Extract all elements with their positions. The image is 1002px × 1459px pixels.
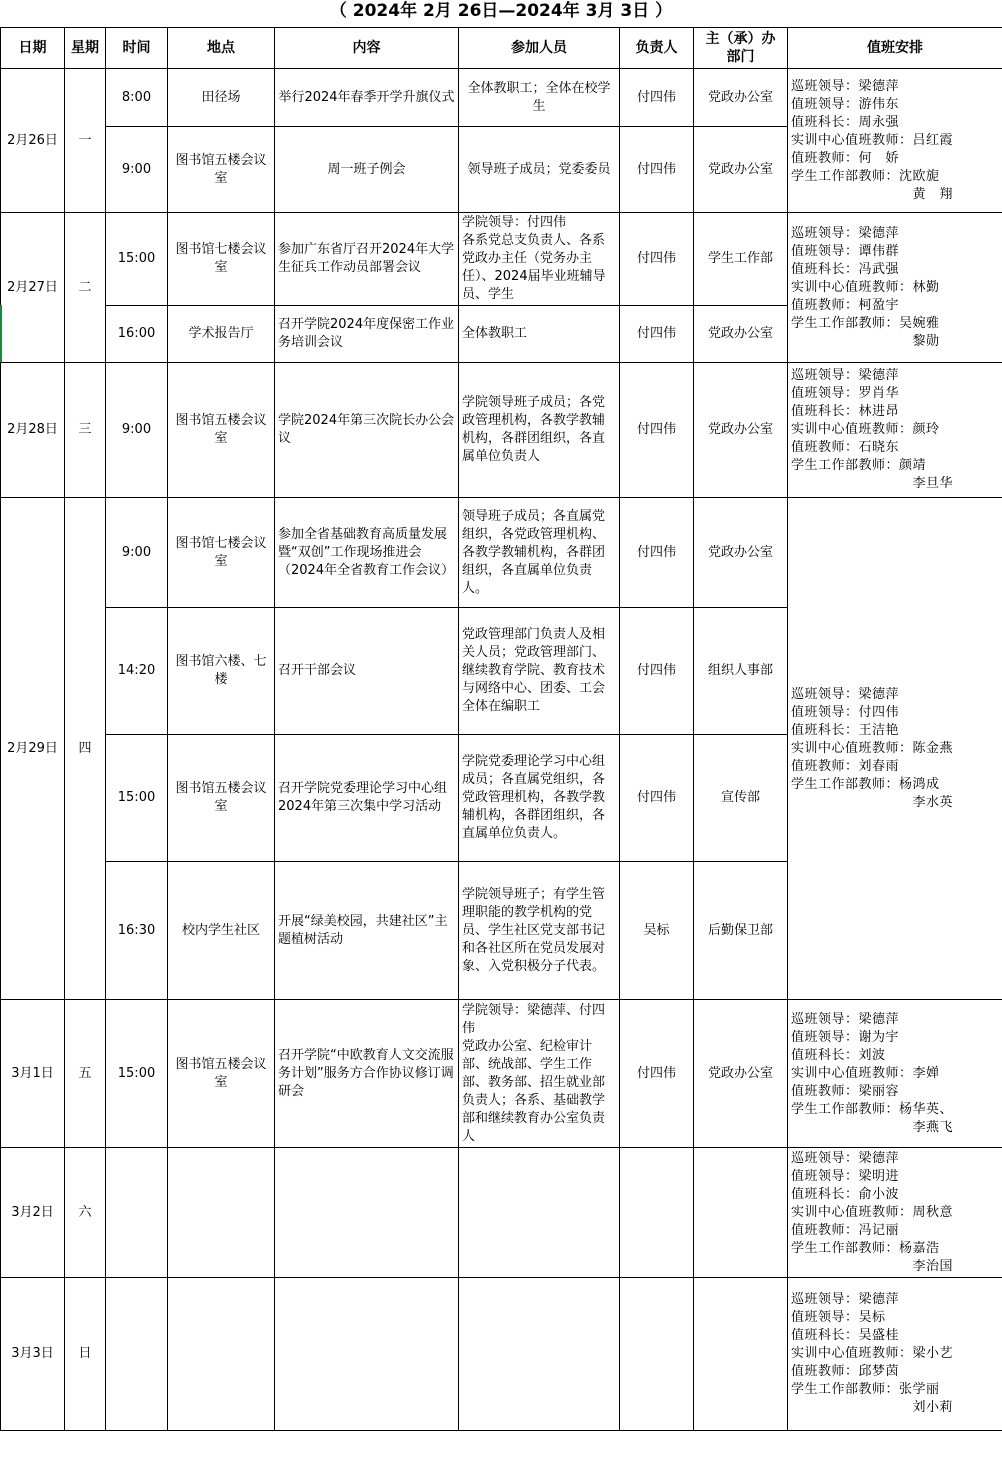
time-cell: 9:00 bbox=[106, 363, 168, 498]
leader-cell: 付四伟 bbox=[620, 213, 694, 306]
weekday-cell: 二 bbox=[65, 213, 106, 363]
header-row bbox=[1, 28, 1002, 69]
department-cell: 党政办公室 bbox=[694, 363, 788, 498]
content-cell: 召开学院“中欧教育人文交流服务计划”服务方合作协议修订调研会 bbox=[275, 1000, 459, 1148]
weekday-cell: 一 bbox=[65, 69, 106, 213]
table-row bbox=[1, 1278, 1002, 1431]
weekday-cell: 三 bbox=[65, 363, 106, 498]
location-cell: 田径场 bbox=[168, 69, 275, 127]
participants-cell: 领导班子成员；党委委员 bbox=[459, 127, 620, 213]
schedule-table bbox=[0, 27, 1002, 1431]
duty-cell: 巡班领导：梁德萍 值班领导：谭伟群 值班科长：冯武强 实训中心值班教师：林勤 值班教师：柯盈宇 学生工作部教师：吴婉雅 黎勋 bbox=[788, 213, 1002, 363]
day-group-mar3 bbox=[1, 1278, 1002, 1431]
day-group-feb29 bbox=[1, 498, 1002, 1000]
date-cell: 3月2日 bbox=[1, 1148, 65, 1278]
leader-cell bbox=[620, 1148, 694, 1278]
content-cell: 举行2024年春季开学升旗仪式 bbox=[275, 69, 459, 127]
leader-cell: 付四伟 bbox=[620, 306, 694, 363]
duty-cell: 巡班领导：梁德萍 值班领导：谢为宇 值班科长：刘波 实训中心值班教师：李婵 值班教师：梁丽容 学生工作部教师：杨华英、 李燕飞 bbox=[788, 1000, 1002, 1148]
header-participants: 参加人员 bbox=[459, 28, 620, 69]
time-cell: 15:00 bbox=[106, 213, 168, 306]
department-cell bbox=[694, 1278, 788, 1431]
header-time: 时间 bbox=[106, 28, 168, 69]
location-cell: 学术报告厅 bbox=[168, 306, 275, 363]
duty-cell: 巡班领导：梁德萍 值班领导：梁明进 值班科长：俞小波 实训中心值班教师：周秋意 值班教师：冯记丽 学生工作部教师：杨嘉浩 李治国 bbox=[788, 1148, 1002, 1278]
day-group-feb27 bbox=[1, 213, 1002, 363]
location-cell: 图书馆五楼会议室 bbox=[168, 127, 275, 213]
weekday-cell: 四 bbox=[65, 498, 106, 1000]
participants-cell: 学院领导：付四伟 各系党总支负责人、各系党政办主任（党务办主任）、2024届毕业班辅导员、学生 bbox=[459, 213, 620, 306]
leader-cell: 付四伟 bbox=[620, 127, 694, 213]
participants-cell: 学院领导班子；有学生管理职能的教学机构的党员、学生社区党支部书记和各社区所在党员发展对象、入党积极分子代表。 bbox=[459, 862, 620, 1000]
participants-cell: 党政管理部门负责人及相关人员；党政管理部门、继续教育学院、教育技术与网络中心、团委、工会全体在编职工 bbox=[459, 608, 620, 735]
content-cell: 参加广东省厅召开2024年大学生征兵工作动员部署会议 bbox=[275, 213, 459, 306]
location-cell: 图书馆六楼、七楼 bbox=[168, 608, 275, 735]
location-cell: 图书馆五楼会议室 bbox=[168, 735, 275, 862]
date-cell: 2月27日 bbox=[1, 213, 65, 363]
page-title: （ 2024年 2月 26日—2024年 3月 3日 ） bbox=[329, 1, 673, 21]
content-cell: 周一班子例会 bbox=[275, 127, 459, 213]
content-cell bbox=[275, 1278, 459, 1431]
duty-cell: 巡班领导：梁德萍 值班领导：游伟东 值班科长：周永强 实训中心值班教师：吕红霞 值班教师：何 娇 学生工作部教师：沈欧旎 黄 翔 bbox=[788, 69, 1002, 213]
duty-cell: 巡班领导：梁德萍 值班领导：罗肖华 值班科长：林进昂 实训中心值班教师：颜玲 值班教师：石晓东 学生工作部教师：颜靖 李旦华 bbox=[788, 363, 1002, 498]
content-cell: 召开学院2024年度保密工作业务培训会议 bbox=[275, 306, 459, 363]
weekday-cell: 日 bbox=[65, 1278, 106, 1431]
header-weekday: 星期 bbox=[65, 28, 106, 69]
department-cell: 宣传部 bbox=[694, 735, 788, 862]
table-row bbox=[1, 363, 1002, 498]
participants-cell bbox=[459, 1278, 620, 1431]
duty-cell: 巡班领导：梁德萍 值班领导：付四伟 值班科长：王洁艳 实训中心值班教师：陈金燕 值班教师：刘春雨 学生工作部教师：杨鸿成 李水英 bbox=[788, 498, 1002, 1000]
header-leader: 负责人 bbox=[620, 28, 694, 69]
day-group-mar2 bbox=[1, 1148, 1002, 1278]
location-cell: 图书馆七楼会议室 bbox=[168, 498, 275, 608]
time-cell: 16:00 bbox=[106, 306, 168, 363]
leader-cell: 付四伟 bbox=[620, 69, 694, 127]
location-cell: 图书馆七楼会议室 bbox=[168, 213, 275, 306]
content-cell: 召开学院党委理论学习中心组2024年第三次集中学习活动 bbox=[275, 735, 459, 862]
duty-cell: 巡班领导：梁德萍 值班领导：吴标 值班科长：吴盛桂 实训中心值班教师：梁小艺 值班教师：邱梦茵 学生工作部教师：张学丽 刘小莉 bbox=[788, 1278, 1002, 1431]
content-cell: 开展“绿美校园，共建社区”主题植树活动 bbox=[275, 862, 459, 1000]
participants-cell: 全体教职工 bbox=[459, 306, 620, 363]
leader-cell: 付四伟 bbox=[620, 735, 694, 862]
time-cell: 14:20 bbox=[106, 608, 168, 735]
content-cell: 学院2024年第三次院长办公会议 bbox=[275, 363, 459, 498]
leader-cell: 付四伟 bbox=[620, 363, 694, 498]
time-cell: 15:00 bbox=[106, 735, 168, 862]
leader-cell bbox=[620, 1278, 694, 1431]
weekday-cell: 五 bbox=[65, 1000, 106, 1148]
location-cell bbox=[168, 1148, 275, 1278]
participants-cell: 领导班子成员；各直属党组织，各党政管理机构、各教学教辅机构，各群团组织，各直属单位负责人。 bbox=[459, 498, 620, 608]
time-cell: 9:00 bbox=[106, 498, 168, 608]
header-department: 主（承）办 部门 bbox=[694, 28, 788, 69]
department-cell: 党政办公室 bbox=[694, 1000, 788, 1148]
day-group-feb28 bbox=[1, 363, 1002, 498]
day-group-feb26 bbox=[1, 69, 1002, 213]
leader-cell: 付四伟 bbox=[620, 1000, 694, 1148]
time-cell: 9:00 bbox=[106, 127, 168, 213]
table-row bbox=[1, 213, 1002, 306]
department-cell: 学生工作部 bbox=[694, 213, 788, 306]
day-group-mar1 bbox=[1, 1000, 1002, 1148]
department-cell: 党政办公室 bbox=[694, 127, 788, 213]
content-cell: 参加全省基础教育高质量发展暨“双创”工作现场推进会（2024年全省教育工作会议） bbox=[275, 498, 459, 608]
time-cell: 15:00 bbox=[106, 1000, 168, 1148]
weekday-cell: 六 bbox=[65, 1148, 106, 1278]
department-cell: 党政办公室 bbox=[694, 306, 788, 363]
header-date: 日期 bbox=[1, 28, 65, 69]
selection-marker bbox=[0, 305, 2, 362]
table-row bbox=[1, 498, 1002, 608]
participants-cell: 全体教职工；全体在校学生 bbox=[459, 69, 620, 127]
header-location: 地点 bbox=[168, 28, 275, 69]
table-row bbox=[1, 1000, 1002, 1148]
department-cell: 党政办公室 bbox=[694, 498, 788, 608]
leader-cell: 付四伟 bbox=[620, 608, 694, 735]
time-cell: 8:00 bbox=[106, 69, 168, 127]
participants-cell: 学院领导：梁德萍、付四伟 党政办公室、纪检审计部、统战部、学生工作部、教务部、招生就业部负责人；各系、基础教学部和继续教育办公室负责人 bbox=[459, 1000, 620, 1148]
department-cell: 后勤保卫部 bbox=[694, 862, 788, 1000]
header-duty: 值班安排 bbox=[788, 28, 1002, 69]
location-cell: 校内学生社区 bbox=[168, 862, 275, 1000]
participants-cell bbox=[459, 1148, 620, 1278]
header-content: 内容 bbox=[275, 28, 459, 69]
location-cell bbox=[168, 1278, 275, 1431]
content-cell: 召开干部会议 bbox=[275, 608, 459, 735]
table-row bbox=[1, 69, 1002, 127]
date-cell: 3月1日 bbox=[1, 1000, 65, 1148]
department-cell: 组织人事部 bbox=[694, 608, 788, 735]
date-cell: 2月28日 bbox=[1, 363, 65, 498]
location-cell: 图书馆五楼会议室 bbox=[168, 363, 275, 498]
time-cell bbox=[106, 1148, 168, 1278]
date-cell: 2月26日 bbox=[1, 69, 65, 213]
date-cell: 2月29日 bbox=[1, 498, 65, 1000]
leader-cell: 吴标 bbox=[620, 862, 694, 1000]
content-cell bbox=[275, 1148, 459, 1278]
date-cell: 3月3日 bbox=[1, 1278, 65, 1431]
leader-cell: 付四伟 bbox=[620, 498, 694, 608]
department-cell bbox=[694, 1148, 788, 1278]
participants-cell: 学院领导班子成员；各党政管理机构，各教学教辅机构，各群团组织，各直属单位负责人 bbox=[459, 363, 620, 498]
table-row bbox=[1, 1148, 1002, 1278]
location-cell: 图书馆五楼会议室 bbox=[168, 1000, 275, 1148]
time-cell bbox=[106, 1278, 168, 1431]
department-cell: 党政办公室 bbox=[694, 69, 788, 127]
participants-cell: 学院党委理论学习中心组成员；各直属党组织，各党政管理机构，各教学教辅机构，各群团组织，各直属单位负责人。 bbox=[459, 735, 620, 862]
time-cell: 16:30 bbox=[106, 862, 168, 1000]
